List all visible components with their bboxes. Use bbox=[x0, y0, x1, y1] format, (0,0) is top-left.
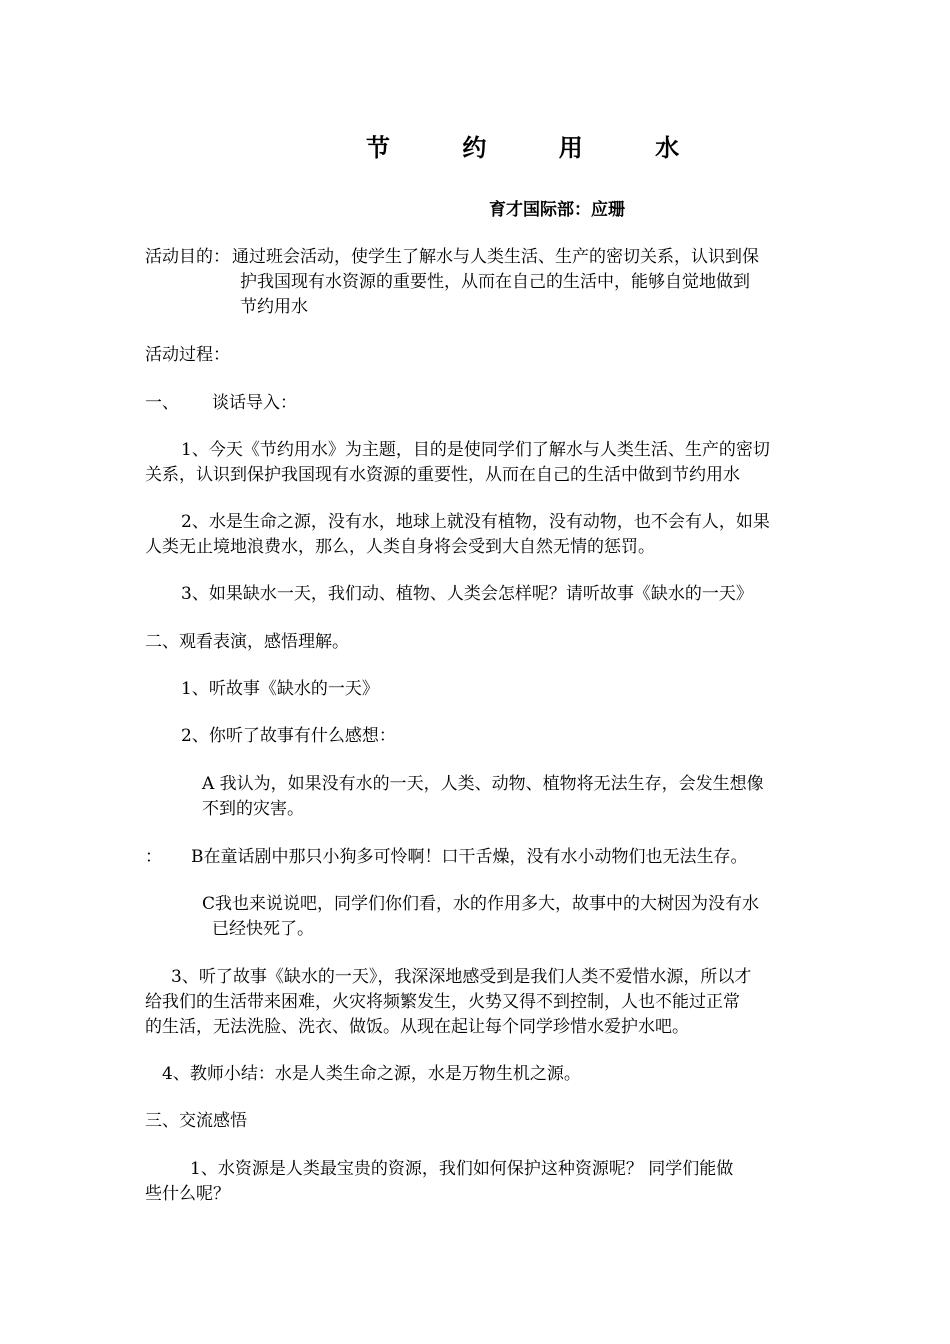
section-2-item-3-line-2: 给我们的生活带来困难，火灾将频繁发生，火势又得不到控制，人也不能过正常 bbox=[145, 992, 740, 1012]
answer-b-prefix: ： bbox=[145, 847, 162, 867]
answer-c-line-1: C我也来说说吧，同学们你们看，水的作用多大，故事中的大树因为没有水 bbox=[202, 894, 760, 914]
section-2-item-4: 4、教师小结：水是人类生命之源，水是万物生机之源。 bbox=[162, 1064, 581, 1084]
answer-a-line-2: 不到的灾害。 bbox=[202, 799, 304, 819]
section-3-item-1-line-1: 1、水资源是人类最宝贵的资源，我们如何保护这种资源呢？ 同学们能做 bbox=[190, 1159, 734, 1179]
page-title: 节 约 用 水 bbox=[366, 134, 712, 162]
section-2-item-2: 2、你听了故事有什么感想： bbox=[181, 726, 396, 746]
purpose-line-2: 护我国现有水资源的重要性，从而在自己的生活中，能够自觉地做到 bbox=[240, 272, 750, 292]
section-1-number: 一、 bbox=[145, 393, 179, 413]
section-2-item-3-line-3: 的生活，无法洗脸、洗衣、做饭。从现在起让每个同学珍惜水爱护水吧。 bbox=[145, 1017, 689, 1037]
author-line: 育才国际部：应珊 bbox=[489, 200, 625, 220]
section-1-item-3: 3、如果缺水一天，我们动、植物、人类会怎样呢？请听故事《缺水的一天》 bbox=[181, 584, 753, 604]
answer-c-line-2: 已经快死了。 bbox=[212, 919, 314, 939]
section-3-item-1-line-2: 些什么呢？ bbox=[145, 1184, 230, 1204]
answer-a-line-1: A 我认为，如果没有水的一天，人类、动物、植物将无法生存，会发生想像 bbox=[202, 774, 764, 794]
purpose-line-3: 节约用水 bbox=[240, 297, 308, 317]
section-2-title: 二、观看表演，感悟理解。 bbox=[145, 632, 349, 652]
section-1-item-1-line-2: 关系，认识到保护我国现有水资源的重要性，从而在自己的生活中做到节约用水 bbox=[145, 465, 740, 485]
section-1-item-1-line-1: 1、今天《节约用水》为主题，目的是使同学们了解水与人类生活、生产的密切 bbox=[181, 440, 770, 460]
section-1-item-2-line-2: 人类无止境地浪费水，那么，人类自身将会受到大自然无情的惩罚。 bbox=[145, 537, 655, 557]
purpose-label: 活动目的： bbox=[145, 247, 230, 267]
section-2-item-3-line-1: 3、听了故事《缺水的一天》，我深深地感受到是我们人类不爱惜水源，所以才 bbox=[171, 967, 752, 987]
section-3-title: 三、交流感悟 bbox=[145, 1111, 247, 1131]
answer-b: B在童话剧中那只小狗多可怜啊！口干舌燥，没有水小动物们也无法生存。 bbox=[191, 847, 748, 867]
section-1-item-2-line-1: 2、水是生命之源，没有水，地球上就没有植物，没有动物，也不会有人，如果 bbox=[181, 512, 770, 532]
section-2-item-1: 1、听故事《缺水的一天》 bbox=[181, 679, 379, 699]
purpose-line-1: 通过班会活动，使学生了解水与人类生活、生产的密切关系，认识到保 bbox=[232, 247, 759, 267]
process-label: 活动过程： bbox=[145, 345, 230, 365]
section-1-title: 谈话导入： bbox=[212, 393, 297, 413]
